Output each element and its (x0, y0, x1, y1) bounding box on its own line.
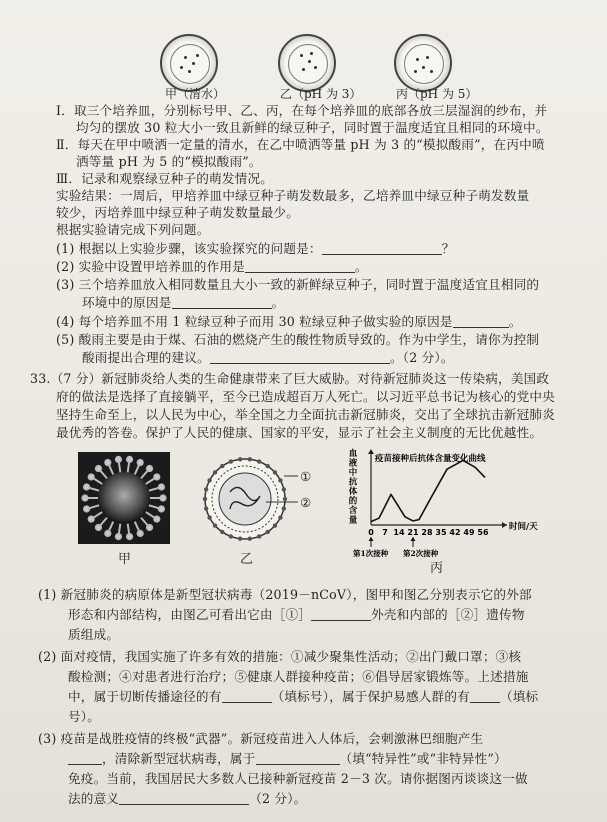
intro: 根据实验请完成下列问题。 (56, 222, 210, 237)
chart-title: 疫苗接种后抗体含量变化曲线 (375, 454, 486, 464)
spike-head (105, 531, 110, 536)
spike-head (84, 506, 89, 511)
petri-dish-bing (394, 34, 452, 92)
spike-head (116, 534, 121, 539)
antibody-chart (345, 447, 545, 559)
spike-head (160, 495, 165, 500)
spike-head (96, 466, 101, 471)
step-1-line-1: Ⅰ．取三个培养皿，分别标号甲、乙、丙，在每个培养皿的底部各放三层湿润的纱布，并 (56, 103, 548, 118)
answer-blank[interactable] (322, 242, 442, 255)
fig-label-jia: 甲 (118, 552, 132, 567)
q33-3-line-4: 法的意义 （2 分）。 (68, 791, 307, 806)
answer-blank[interactable] (311, 608, 371, 621)
q32-item-4: (4) 每个培养皿不用 1 粒绿豆种子而用 30 粒绿豆种子做实验的原因是 。 (56, 314, 522, 329)
result-line-2: 较少，丙培养皿中绿豆种子萌发数量最少。 (56, 205, 300, 220)
y-axis-label: 血 (348, 449, 358, 459)
annotation-label: 第2次接种 (403, 549, 439, 558)
dish-label-yi: 乙（pH 为 3） (280, 87, 362, 101)
annotation-label: 第1次接种 (353, 549, 389, 558)
spike-head (96, 525, 101, 530)
envelope-protein (283, 497, 287, 501)
answer-blank[interactable] (172, 296, 272, 309)
q33-2-line-2: 酸检测；④对患者进行治疗；⑤健康人群接种疫苗；⑥倡导居家锻炼等。上述措施 (68, 669, 529, 684)
envelope-protein (266, 464, 270, 468)
q33-3-line-3: 免疫。当前，我国居民大多数人已接种新冠疫苗 2－3 次。请你据图丙谈谈这一做 (68, 771, 528, 786)
y-axis-label: 液 (348, 458, 358, 469)
answer-blank[interactable] (256, 752, 340, 765)
y-axis-label: 量 (348, 515, 358, 526)
envelope-protein (203, 497, 207, 501)
q33-2-line-3: 中，属于切断传播途径的有 （填标号），属于保护易感人群的有 （填标 (68, 689, 539, 704)
envelope-protein (257, 534, 261, 538)
y-axis-label: 抗 (348, 477, 358, 488)
antibody-curve (371, 460, 485, 521)
y-axis-label: 含 (348, 506, 358, 516)
envelope-protein (248, 457, 252, 461)
marker-2: ② (300, 495, 312, 510)
spike-head (89, 516, 94, 521)
envelope-protein (266, 530, 270, 534)
petri-dish-yi (278, 34, 336, 92)
spike-head (138, 460, 143, 465)
q33-1-line-1: (1) 新冠肺炎的病原体是新型冠状病毒（2019－nCoV），图甲和图乙分别表示它的外部 (38, 587, 532, 602)
answer-blank[interactable] (222, 690, 272, 703)
answer-blank[interactable] (245, 260, 355, 273)
x-tick-label: 21 (407, 528, 419, 537)
q33-header-1: 33.（7 分）新冠肺炎给人类的生命健康带来了巨大威胁。对待新冠肺炎这一传染病，美国政 (30, 371, 550, 386)
spike-head (84, 484, 89, 489)
answer-blank[interactable] (453, 315, 509, 328)
y-axis-label: 中 (348, 468, 358, 478)
q33-3-line-1: (3) 疫苗是战胜疫情的终极“武器”。新冠疫苗进入人体后，会刺激淋巴细胞产生 (38, 731, 484, 746)
annotation-arrow-head (411, 537, 416, 541)
envelope-protein (213, 470, 217, 474)
step-3: Ⅲ．记录和观察绿豆种子的萌发情况。 (56, 171, 274, 186)
x-tick-label: 28 (421, 528, 433, 537)
fig-label-yi: 乙 (240, 552, 254, 567)
y-axis-label: 的 (348, 496, 358, 507)
envelope-protein (282, 487, 286, 491)
envelope-protein (207, 478, 211, 482)
petri-dish-jia (160, 34, 218, 92)
envelope-protein (273, 470, 277, 474)
envelope-protein (248, 537, 252, 541)
envelope-protein (220, 464, 224, 468)
spike-head (159, 506, 164, 511)
q33-1-line-3: 质组成。 (68, 627, 120, 642)
envelope-protein (204, 506, 208, 510)
envelope-protein (278, 515, 282, 519)
x-tick-label: 14 (393, 528, 405, 537)
q33-header-2: 府的做法是选择了直接躺平，至今已造成超百万人死亡。以习近平总书记为核心的党中央 (56, 389, 555, 404)
answer-blank[interactable] (210, 351, 390, 364)
envelope-protein (213, 523, 217, 527)
q33-header-3: 坚持生命至上，以人民为中心，举全国之力全面抗击新冠肺炎，交出了全球抗击新冠肺炎 (56, 407, 555, 422)
virus-photo (78, 452, 170, 544)
x-tick-label: 42 (449, 528, 461, 537)
envelope-protein (220, 530, 224, 534)
dish-label-jia: 甲（清水） (165, 87, 226, 101)
envelope-protein (238, 457, 242, 461)
q32-item-2: (2) 实验中设置甲培养皿的作用是 。 (56, 259, 368, 274)
q32-item-3: (3) 三个培养皿放入相同数量且大小一致的新鲜绿豆种子，同时置于温度适宜且相同的 (56, 277, 540, 292)
envelope-protein (282, 506, 286, 510)
q33-3-line-2: ，清除新型冠状病毒，属于 （填“特异性”或“非特异性”） (68, 750, 507, 767)
envelope-protein (207, 515, 211, 519)
step-1-line-2: 均匀的摆放 30 粒大小一致且新鲜的绿豆种子，同时置于温度适宜且相同的环境中。 (76, 120, 549, 135)
spike-head (116, 457, 121, 462)
spike-head (105, 460, 110, 465)
answer-blank[interactable] (68, 752, 102, 765)
q32-item-1: (1) 根据以上实验步骤，该实验探究的问题是： ？ (56, 241, 455, 256)
spike-head (127, 457, 132, 462)
marker-1: ① (300, 469, 312, 484)
y-axis-arrow (368, 449, 374, 454)
x-tick-label: 0 (368, 528, 374, 537)
envelope-protein (278, 478, 282, 482)
step-2-line-1: Ⅱ．每天在甲中喷洒一定量的清水，在乙中喷洒等量 pH 为 3 的“模拟酸雨”，在丙中喷 (56, 137, 545, 152)
q33-1-line-2: 形态和内部结构，由图乙可看出它由［①］ 外壳和内部的［②］遗传物 (68, 607, 525, 622)
q33-header-4: 最优秀的答卷。保护了人民的健康、国家的平安，显示了社会主义制度的无比优越性。 (56, 425, 543, 440)
x-tick-label: 49 (463, 528, 475, 537)
spike-head (89, 474, 94, 479)
annotation-arrow-head (369, 537, 374, 541)
envelope-protein (204, 487, 208, 491)
y-axis-label: 体 (348, 487, 358, 497)
spike-head (159, 484, 164, 489)
envelope-protein (229, 534, 233, 538)
q33-2-line-1: (2) 面对疫情，我国实施了许多有效的措施：①减少聚集性活动；②出门戴口罩；③核 (38, 649, 522, 664)
spike-head (154, 474, 159, 479)
spike-head (138, 531, 143, 536)
envelope-protein (229, 459, 233, 463)
result-line-1: 实验结果：一周后，甲培养皿中绿豆种子萌发数最多，乙培养皿中绿豆种子萌发数量 (56, 188, 530, 203)
spike-head (147, 525, 152, 530)
envelope-protein (273, 523, 277, 527)
spike-head (154, 516, 159, 521)
x-tick-label: 35 (435, 528, 447, 537)
q32-item-5: (5) 酸雨主要是由于煤、石油的燃烧产生的酸性物质导致的。作为中学生，请你为控制 (56, 332, 540, 347)
dish-label-bing: 丙（pH 为 5） (396, 87, 478, 101)
spike-head (147, 466, 152, 471)
envelope-protein (257, 459, 261, 463)
step-2-line-2: 洒等量 pH 为 5 的“模拟酸雨”。 (76, 154, 262, 169)
envelope-protein (238, 537, 242, 541)
q32-item-3-cont: 环境中的原因是 。 (82, 295, 285, 310)
x-axis-label: 时间/天 (509, 522, 538, 532)
x-tick-label: 7 (382, 528, 388, 537)
answer-blank[interactable] (119, 792, 249, 805)
x-axis-arrow (502, 522, 507, 528)
x-tick-label: 56 (477, 528, 489, 537)
spike-head (127, 534, 132, 539)
spike-head (82, 495, 87, 500)
q32-item-5-cont: 酸雨提出合理的建议。 。（2 分）。 (82, 350, 454, 365)
answer-blank[interactable] (470, 690, 500, 703)
q33-2-line-4: 号）。 (68, 709, 101, 724)
fig-label-bing: 丙 (430, 561, 444, 576)
